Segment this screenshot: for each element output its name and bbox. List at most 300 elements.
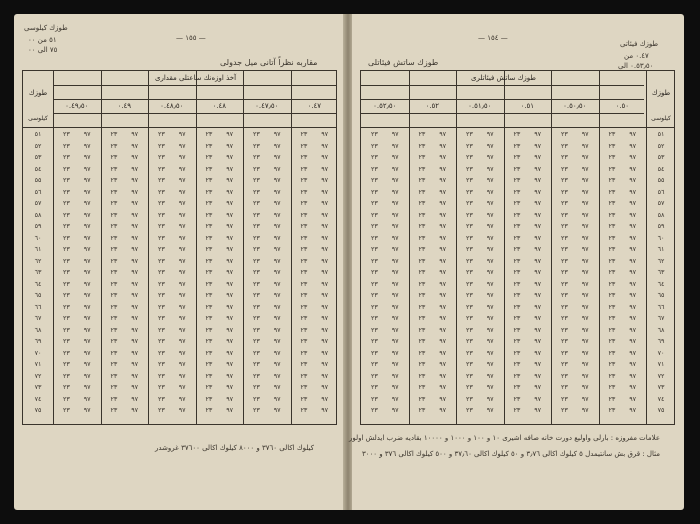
price-cell: ٩٧ [226, 279, 234, 288]
price-cell: ٩٧ [391, 371, 399, 380]
weight-cell: ٥٢ [657, 141, 665, 150]
price-cell: ٩٧ [534, 302, 542, 311]
price-cell: ٩٧ [273, 337, 281, 345]
price-cell: ٩٧ [629, 199, 637, 207]
price-cell: ٢٣ [205, 268, 213, 276]
price-cell: ٢٣ [110, 383, 118, 391]
price-cell: ٢٣ [370, 406, 378, 414]
price-cell: ٩٧ [83, 279, 91, 288]
right-page-number: — ١٥٤ — [478, 34, 508, 42]
price-cell: ٢٣ [62, 130, 70, 138]
price-cell: ٩٧ [178, 199, 186, 207]
price-cell: ٢٣ [252, 371, 260, 380]
price-cell: ٩٧ [439, 199, 447, 207]
price-cell: ٢٣ [110, 187, 118, 196]
price-cell: ٩٧ [486, 268, 494, 276]
price-cell: ٢٣ [608, 314, 616, 322]
price-cell: ٩٧ [131, 176, 139, 184]
weight-cell: ٦٤ [34, 279, 42, 288]
price-cell: ٢٣ [157, 141, 165, 150]
price-cell: ٩٧ [439, 222, 447, 230]
price-cell: ٢٣ [62, 314, 70, 322]
price-cell: ٩٧ [439, 268, 447, 276]
price-cell: ٩٧ [629, 245, 637, 253]
price-cell: ٢٣ [465, 291, 473, 299]
weight-cell: ٦٠ [34, 233, 42, 242]
weight-cell: ٦٣ [34, 268, 42, 276]
price-cell: ٢٣ [465, 348, 473, 357]
price-cell: ٢٣ [608, 233, 616, 242]
price-cell: ٩٧ [391, 164, 399, 173]
price-cell: ٩٧ [391, 406, 399, 414]
price-cell: ٢٣ [370, 383, 378, 391]
price-cell: ٢٣ [560, 187, 568, 196]
right-table [360, 70, 675, 425]
price-cell: ٢٣ [62, 187, 70, 196]
price-cell: ٩٧ [629, 153, 637, 161]
price-cell: ٢٣ [252, 406, 260, 414]
price-cell: ٩٧ [486, 176, 494, 184]
header-divider [361, 113, 644, 114]
price-cell: ٩٧ [391, 348, 399, 357]
price-cell: ٢٣ [370, 164, 378, 173]
price-cell: ٢٣ [157, 337, 165, 345]
price-cell: ٩٧ [273, 268, 281, 276]
price-cell: ٢٣ [110, 210, 118, 219]
price-cell: ٩٧ [321, 210, 329, 219]
price-cell: ٩٧ [391, 153, 399, 161]
price-cell: ٩٧ [321, 187, 329, 196]
header-divider [361, 85, 644, 86]
table-row [23, 256, 336, 268]
table-row [361, 198, 674, 210]
price-cell: ٩٧ [629, 314, 637, 322]
price-cell: ٩٧ [486, 279, 494, 288]
price-cell: ٢٣ [465, 176, 473, 184]
weight-column-header: طوزك [28, 89, 48, 97]
price-cell: ٩٧ [534, 371, 542, 380]
table-subheader: آخذ اوزه‌نك ساعتلی مقداری [154, 74, 237, 82]
price-cell: ٢٣ [560, 256, 568, 265]
table-row [361, 279, 674, 291]
price-cell: ٢٣ [418, 302, 426, 311]
price-cell: ٢٣ [465, 383, 473, 391]
price-cell: ٩٧ [226, 130, 234, 138]
price-cell: ٢٣ [560, 371, 568, 380]
price-cell: ٢٣ [62, 337, 70, 345]
price-cell: ٢٣ [418, 325, 426, 334]
price-cell: ٢٣ [560, 245, 568, 253]
price-cell: ٩٧ [131, 348, 139, 357]
price-cell: ٢٣ [62, 325, 70, 334]
price-column-header: ٠.٥٢٫٥٠ [373, 102, 397, 110]
price-cell: ٩٧ [273, 199, 281, 207]
table-row [23, 394, 336, 406]
weight-cell: ٦٩ [34, 337, 42, 345]
price-cell: ٩٧ [534, 141, 542, 150]
price-cell: ٢٣ [608, 256, 616, 265]
price-cell: ٢٣ [205, 406, 213, 414]
price-cell: ٩٧ [321, 245, 329, 253]
price-cell: ٩٧ [321, 233, 329, 242]
price-cell: ٩٧ [131, 233, 139, 242]
price-cell: ٩٧ [273, 176, 281, 184]
price-cell: ٩٧ [273, 187, 281, 196]
price-cell: ٢٣ [513, 371, 521, 380]
price-cell: ٢٣ [62, 268, 70, 276]
price-cell: ٩٧ [391, 279, 399, 288]
price-cell: ٢٣ [252, 256, 260, 265]
price-cell: ٩٧ [629, 268, 637, 276]
price-cell: ٩٧ [131, 302, 139, 311]
price-cell: ٩٧ [629, 176, 637, 184]
price-cell: ٢٣ [608, 187, 616, 196]
price-cell: ٩٧ [439, 360, 447, 368]
table-row [23, 371, 336, 383]
price-cell: ٩٧ [534, 279, 542, 288]
price-cell: ٩٧ [581, 394, 589, 403]
weight-cell: ٥٨ [657, 210, 665, 219]
table-row [23, 152, 336, 164]
price-cell: ٢٣ [608, 245, 616, 253]
price-cell: ٢٣ [370, 210, 378, 219]
weight-cell: ٧٤ [657, 394, 665, 403]
price-cell: ٩٧ [131, 268, 139, 276]
price-cell: ٩٧ [83, 199, 91, 207]
price-cell: ٢٣ [205, 302, 213, 311]
price-cell: ٢٣ [513, 314, 521, 322]
price-cell: ٢٣ [465, 314, 473, 322]
price-cell: ٢٣ [418, 256, 426, 265]
price-cell: ٢٣ [110, 279, 118, 288]
price-cell: ٢٣ [513, 406, 521, 414]
price-cell: ٢٣ [560, 176, 568, 184]
price-cell: ٩٧ [581, 222, 589, 230]
right-footer-note-1: علامات مفروزه : بارلی واولیع دورت خانه صافه اشیری ١٠ و ١٠٠ و ١٠٠٠ و ١٠٠٠٠ بقادیه ضرب ایدلش اولور [349, 434, 660, 442]
price-cell: ٩٧ [178, 164, 186, 173]
price-cell: ٩٧ [534, 360, 542, 368]
price-cell: ٢٣ [513, 199, 521, 207]
price-cell: ٩٧ [629, 360, 637, 368]
price-cell: ٩٧ [391, 130, 399, 138]
price-cell: ٢٣ [157, 371, 165, 380]
price-cell: ٩٧ [534, 187, 542, 196]
price-cell: ٢٣ [418, 164, 426, 173]
weight-cell: ٥٨ [34, 210, 42, 219]
price-cell: ٩٧ [439, 153, 447, 161]
weight-cell: ٥٤ [34, 164, 42, 173]
price-cell: ٩٧ [581, 176, 589, 184]
price-cell: ٢٣ [300, 256, 308, 265]
price-cell: ٢٣ [157, 199, 165, 207]
price-cell: ٢٣ [252, 337, 260, 345]
price-cell: ٢٣ [418, 314, 426, 322]
price-cell: ٢٣ [608, 302, 616, 311]
price-cell: ٢٣ [513, 394, 521, 403]
price-cell: ٢٣ [513, 141, 521, 150]
table-row [23, 129, 336, 141]
table-row [361, 302, 674, 314]
price-cell: ٢٣ [205, 337, 213, 345]
price-cell: ٢٣ [300, 302, 308, 311]
left-footer-note: كیلوك اكالی ٣٧٦٠ و ٨٠٠٠ كیلوك اكالی ٣٧٦٠٠ غروشدر [155, 444, 314, 452]
price-cell: ٢٣ [560, 325, 568, 334]
price-cell: ٢٣ [370, 268, 378, 276]
price-cell: ٢٣ [300, 406, 308, 414]
price-cell: ٢٣ [560, 406, 568, 414]
price-cell: ٢٣ [252, 314, 260, 322]
price-cell: ٢٣ [608, 176, 616, 184]
price-cell: ٩٧ [534, 291, 542, 299]
price-cell: ٩٧ [178, 233, 186, 242]
weight-cell: ٦٨ [34, 325, 42, 334]
price-cell: ٢٣ [513, 245, 521, 253]
price-cell: ٩٧ [391, 268, 399, 276]
price-cell: ٩٧ [391, 314, 399, 322]
table-row [23, 244, 336, 256]
table-row [23, 141, 336, 153]
price-cell: ٢٣ [62, 371, 70, 380]
header-divider [53, 85, 336, 86]
price-cell: ٩٧ [83, 222, 91, 230]
price-cell: ٩٧ [391, 233, 399, 242]
price-cell: ٩٧ [321, 360, 329, 368]
table-row [361, 371, 674, 383]
price-cell: ٩٧ [534, 210, 542, 219]
price-cell: ٢٣ [252, 348, 260, 357]
price-cell: ٢٣ [560, 348, 568, 357]
price-cell: ٩٧ [226, 245, 234, 253]
price-cell: ٩٧ [131, 187, 139, 196]
price-cell: ٢٣ [300, 268, 308, 276]
price-cell: ٩٧ [629, 256, 637, 265]
price-cell: ٢٣ [62, 394, 70, 403]
price-cell: ٢٣ [418, 406, 426, 414]
weight-cell: ٥٦ [657, 187, 665, 196]
price-cell: ٩٧ [581, 199, 589, 207]
price-cell: ٢٣ [608, 130, 616, 138]
price-cell: ٩٧ [581, 268, 589, 276]
table-row [361, 233, 674, 245]
price-cell: ٢٣ [110, 222, 118, 230]
left-corner-line-2: ٧٥ الی ٠٠ [28, 46, 58, 54]
table-row [23, 187, 336, 199]
price-cell: ٢٣ [418, 245, 426, 253]
price-cell: ٩٧ [391, 176, 399, 184]
price-cell: ٩٧ [581, 406, 589, 414]
weight-cell: ٦١ [34, 245, 42, 253]
price-cell: ٢٣ [608, 394, 616, 403]
price-cell: ٩٧ [581, 325, 589, 334]
price-cell: ٩٧ [321, 314, 329, 322]
price-cell: ٢٣ [300, 245, 308, 253]
price-cell: ٢٣ [608, 210, 616, 219]
price-cell: ٢٣ [205, 222, 213, 230]
price-cell: ٢٣ [205, 360, 213, 368]
left-corner-line-1: ٥١ من ٠٠ [28, 36, 57, 44]
price-cell: ٩٧ [273, 348, 281, 357]
price-cell: ٩٧ [629, 291, 637, 299]
price-cell: ٩٧ [178, 314, 186, 322]
price-cell: ٩٧ [486, 130, 494, 138]
price-cell: ٢٣ [252, 176, 260, 184]
price-cell: ٩٧ [273, 153, 281, 161]
price-cell: ٢٣ [418, 199, 426, 207]
right-corner-line-2: ٠.٥٣٫٥٠ الی [618, 62, 654, 70]
price-cell: ٢٣ [513, 256, 521, 265]
price-cell: ٩٧ [534, 256, 542, 265]
price-cell: ٩٧ [486, 394, 494, 403]
price-cell: ٩٧ [486, 302, 494, 311]
price-cell: ٩٧ [391, 394, 399, 403]
price-cell: ٢٣ [465, 130, 473, 138]
price-cell: ٢٣ [560, 233, 568, 242]
price-cell: ٩٧ [178, 302, 186, 311]
price-cell: ٩٧ [439, 187, 447, 196]
price-cell: ٩٧ [439, 279, 447, 288]
price-cell: ٢٣ [370, 233, 378, 242]
price-cell: ٩٧ [131, 130, 139, 138]
price-cell: ٩٧ [226, 176, 234, 184]
price-cell: ٢٣ [370, 279, 378, 288]
price-cell: ٩٧ [178, 256, 186, 265]
price-cell: ٢٣ [513, 268, 521, 276]
price-cell: ٩٧ [131, 314, 139, 322]
table-row [361, 267, 674, 279]
price-cell: ٢٣ [252, 153, 260, 161]
price-cell: ٢٣ [62, 153, 70, 161]
price-cell: ٢٣ [157, 176, 165, 184]
price-cell: ٩٧ [439, 314, 447, 322]
price-cell: ٩٧ [83, 256, 91, 265]
weight-cell: ٦٦ [34, 302, 42, 311]
price-cell: ٩٧ [486, 406, 494, 414]
price-cell: ٩٧ [439, 141, 447, 150]
price-cell: ٩٧ [391, 199, 399, 207]
price-cell: ٩٧ [226, 337, 234, 345]
price-cell: ٢٣ [157, 325, 165, 334]
price-cell: ٢٣ [465, 233, 473, 242]
price-cell: ٢٣ [418, 187, 426, 196]
price-cell: ٩٧ [486, 256, 494, 265]
price-cell: ٢٣ [252, 130, 260, 138]
price-column-header: ٠.٤٨ [212, 102, 226, 110]
price-cell: ٩٧ [534, 153, 542, 161]
price-cell: ٩٧ [581, 256, 589, 265]
price-cell: ٩٧ [178, 383, 186, 391]
price-cell: ٩٧ [83, 406, 91, 414]
weight-cell: ٧٠ [34, 348, 42, 357]
price-cell: ٢٣ [252, 383, 260, 391]
price-column-header: ٠.٤٧ [307, 102, 321, 110]
price-cell: ٢٣ [608, 337, 616, 345]
weight-cell: ٦٧ [34, 314, 42, 322]
price-cell: ٩٧ [321, 164, 329, 173]
weight-cell: ٦٧ [657, 314, 665, 322]
price-cell: ٩٧ [534, 383, 542, 391]
price-cell: ٢٣ [157, 314, 165, 322]
table-row [361, 152, 674, 164]
price-cell: ٩٧ [83, 325, 91, 334]
price-cell: ٩٧ [178, 291, 186, 299]
price-cell: ٢٣ [513, 348, 521, 357]
price-cell: ٩٧ [629, 279, 637, 288]
table-row [23, 359, 336, 371]
price-cell: ٢٣ [300, 337, 308, 345]
price-cell: ٢٣ [205, 233, 213, 242]
price-cell: ٩٧ [226, 187, 234, 196]
table-row [23, 267, 336, 279]
price-cell: ٩٧ [321, 199, 329, 207]
right-corner-line-1: ٠.٤٧ من [624, 52, 649, 60]
price-cell: ٩٧ [321, 371, 329, 380]
table-row [23, 175, 336, 187]
price-cell: ٢٣ [300, 348, 308, 357]
weight-column-subheader: كیلوسی [651, 115, 671, 122]
price-cell: ٢٣ [157, 164, 165, 173]
price-cell: ٩٧ [486, 153, 494, 161]
price-cell: ٢٣ [560, 222, 568, 230]
price-cell: ٩٧ [321, 256, 329, 265]
price-cell: ٢٣ [110, 199, 118, 207]
price-cell: ٢٣ [513, 130, 521, 138]
price-cell: ٢٣ [205, 325, 213, 334]
price-cell: ٢٣ [110, 394, 118, 403]
weight-cell: ٥٥ [657, 176, 665, 184]
price-cell: ٢٣ [608, 348, 616, 357]
price-cell: ٢٣ [560, 360, 568, 368]
price-cell: ٩٧ [486, 199, 494, 207]
price-cell: ٩٧ [486, 141, 494, 150]
price-cell: ٩٧ [581, 233, 589, 242]
price-cell: ٩٧ [629, 130, 637, 138]
price-cell: ٩٧ [391, 291, 399, 299]
weight-cell: ٥١ [34, 130, 42, 138]
price-cell: ٢٣ [110, 360, 118, 368]
price-cell: ٢٣ [418, 176, 426, 184]
price-cell: ٩٧ [391, 337, 399, 345]
price-cell: ٩٧ [321, 141, 329, 150]
price-cell: ٢٣ [465, 199, 473, 207]
price-cell: ٢٣ [62, 256, 70, 265]
price-cell: ٢٣ [370, 130, 378, 138]
price-cell: ٩٧ [534, 348, 542, 357]
price-cell: ٩٧ [226, 233, 234, 242]
price-cell: ٢٣ [465, 210, 473, 219]
price-cell: ٩٧ [226, 360, 234, 368]
price-cell: ٢٣ [110, 371, 118, 380]
price-cell: ٩٧ [273, 222, 281, 230]
price-cell: ٢٣ [300, 164, 308, 173]
price-cell: ٢٣ [252, 291, 260, 299]
table-row [361, 221, 674, 233]
price-cell: ٩٧ [226, 153, 234, 161]
price-cell: ٢٣ [370, 291, 378, 299]
price-cell: ٢٣ [300, 153, 308, 161]
price-cell: ٢٣ [465, 256, 473, 265]
table-row [23, 279, 336, 291]
price-cell: ٢٣ [110, 141, 118, 150]
table-row [361, 256, 674, 268]
weight-cell: ٧٥ [34, 406, 42, 414]
price-cell: ٢٣ [513, 360, 521, 368]
table-row [361, 187, 674, 199]
price-cell: ٩٧ [629, 141, 637, 150]
price-cell: ٩٧ [534, 176, 542, 184]
price-cell: ٩٧ [131, 394, 139, 403]
price-cell: ٩٧ [629, 383, 637, 391]
table-row [23, 325, 336, 337]
